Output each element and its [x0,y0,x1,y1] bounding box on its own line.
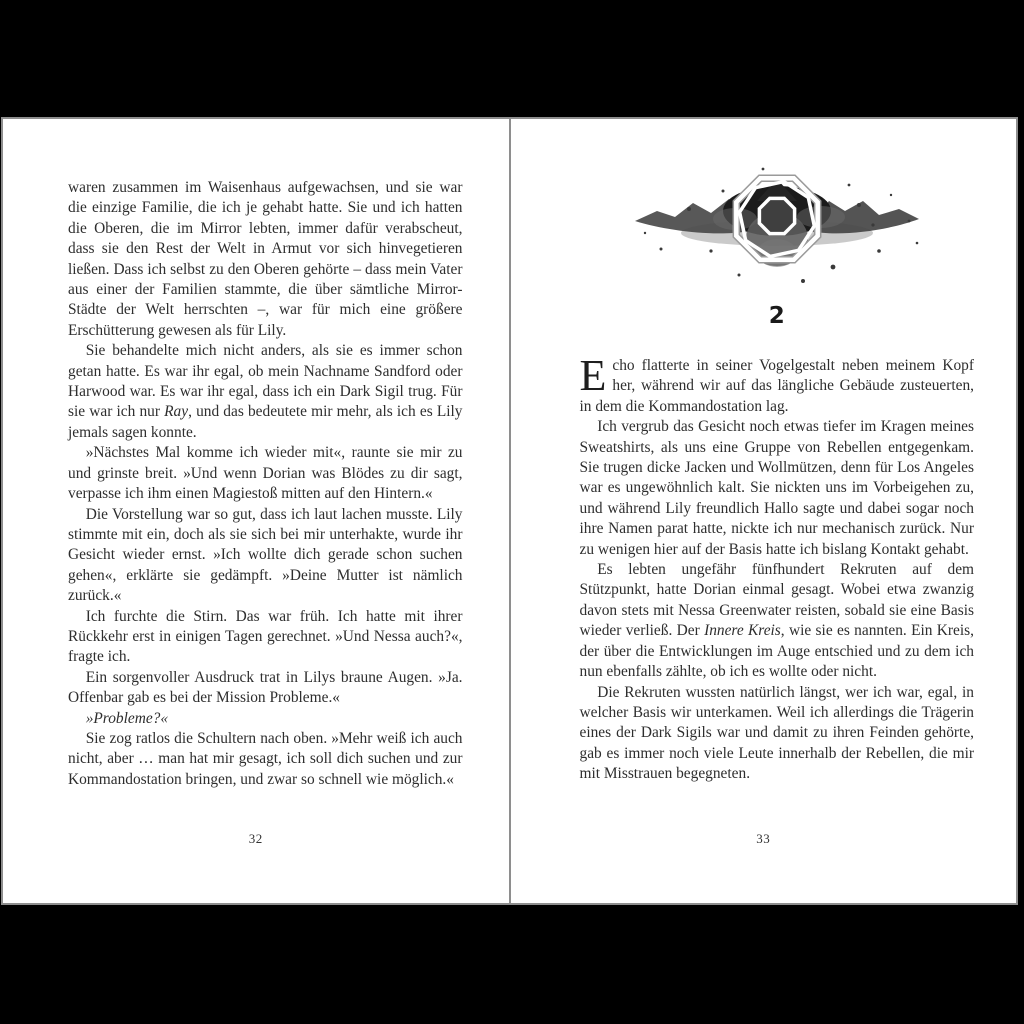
paragraph [68,178,463,341]
ink-octagon-ornament-icon [627,159,927,301]
chapter-number: 2 [768,303,785,329]
left-page-text [68,178,463,790]
text-segment: Ich vergrub das Gesicht noch etwas tiefer im Kragen meines Sweatshirts, als uns eine Gruppe von Rebellen entgegenkam. Sie trugen dicke Jacken und Wollmützen, denn für Los Angeles war es ungewöhnlich kalt. Sie nickten uns im Vorbeigehen zu, und während Lily freundlich Hallo sagte und dabei sogar noch ihre Namen parat hatte, nickte ich nur mechanisch zurück. Nur zu wenigen hier auf der Basis hatte ich bislang Kontakt gehabt. [579,418,974,558]
chapter-ornament [580,159,975,301]
paragraph [68,341,463,443]
book-spread [1,117,1018,905]
paragraph [580,417,975,560]
text-segment: Sie behandelte mich nicht anders, als sie es immer schon getan hatte. Es war ihr egal, ob mein Nachname Sandford oder Harwood war. Es war ihr egal, dass ich ein Dark Sigil trug. Für sie war ich nur [68,342,463,421]
text-segment: Ein sorgenvoller Ausdruck trat in Lilys braune Augen. »Ja. Offenbar gab es bei der Mission Probleme.« [68,668,463,707]
page-number-left: 32 [248,831,263,846]
paragraph [68,443,463,504]
text-segment: waren zusammen im Waisenhaus aufgewachsen, und sie war die einzige Familie, die ich je gehabt hatte. Sie und ich hatten die Oberen, die im Mirror lebten, immer dafür verabscheut, dass sie den Rest der Welt in Armut vor sich hinvegetieren ließen. Dass ich selbst zu den Oberen gehörte – dass mein Vater aus einer der Familien stammte, die über sämtliche Mirror-Städte der Welt herrschten –, war für mich eine größere Erschütterung gewesen als für Lily. [68,179,463,339]
italic-text: Ray [164,403,189,421]
text-segment: Ich furchte die Stirn. Das war früh. Ich hatte mit ihrer Rückkehr erst in einigen Tagen gerechnet. »Und Nessa auch?«, fragte ich. [68,607,463,666]
left-page [3,119,509,903]
right-page [509,119,1017,903]
text-segment: , und das bedeutete mir mehr, als ich es Lily jemals sagen konnte. [68,403,463,441]
text-segment: Die Rekruten wussten natürlich längst, wer ich war, egal, in welcher Basis wir unterkamen. Weil ich allerdings die Trägerin eines der Dark Sigils war und damit zu ihren Feinden gehörte, gab es immer noch viele Leute innerhalb der Rebellen, die mir mit Misstrauen begegneten. [579,683,974,783]
paragraph [580,560,975,682]
text-segment: »Nächstes Mal komme ich wieder mit«, raunte sie mir zu und grinste breit. »Und wenn Dorian was Blödes zu dir sagt, verpasse ich ihm einen Magiestoß mitten auf den Hintern.« [68,444,463,503]
drop-cap: E [579,351,607,400]
text-segment: Die Vorstellung war so gut, dass ich laut lachen musste. Lily stimmte mit ein, doch als sie sich bei mir unterhakte, wurde ihr Gesicht wieder ernst. »Ich wollte dich gerade schon suchen gehen«, erklärte sie gedämpft. »Deine Mutter ist nämlich zurück.« [68,505,463,605]
paragraph [580,683,975,785]
paragraph [68,709,463,729]
paragraph [68,607,463,668]
paragraph [68,505,463,607]
italic-text: »Probleme?« [85,709,169,727]
page-number-right: 33 [756,831,771,846]
text-segment: Es lebten ungefähr fünfhundert Rekruten auf dem Stützpunkt, hatte Dorian einmal gesagt. Wobei etwa zwanzig davon stets mit Nessa Greenwater reisten, sobald sie eine Basis wieder verließ. Der [579,561,974,640]
text-segment: Sie zog ratlos die Schultern nach oben. »Mehr weiß ich auch nicht, aber … man hat mir gesagt, ich soll dich suchen und zur Kommandostation bringen, und zwar so schnell wie möglich.« [68,729,463,788]
paragraph [579,351,975,417]
text-segment: , wie sie es nannten. Ein Kreis, der über die Entwicklungen im Auge entschied und zu dem ich nun ebenfalls zählte, ob ich es wollte oder nicht. [579,622,974,681]
paragraph [68,668,463,709]
text-segment: cho flatterte in seiner Vogelgestalt neben meinem Kopf her, während wir auf das längliche Gebäude zusteuerten, in dem die Kommandostation lag. [579,357,974,415]
right-page-text [579,351,975,785]
paragraph [68,729,463,790]
italic-text: Innere Kreis [704,622,781,640]
